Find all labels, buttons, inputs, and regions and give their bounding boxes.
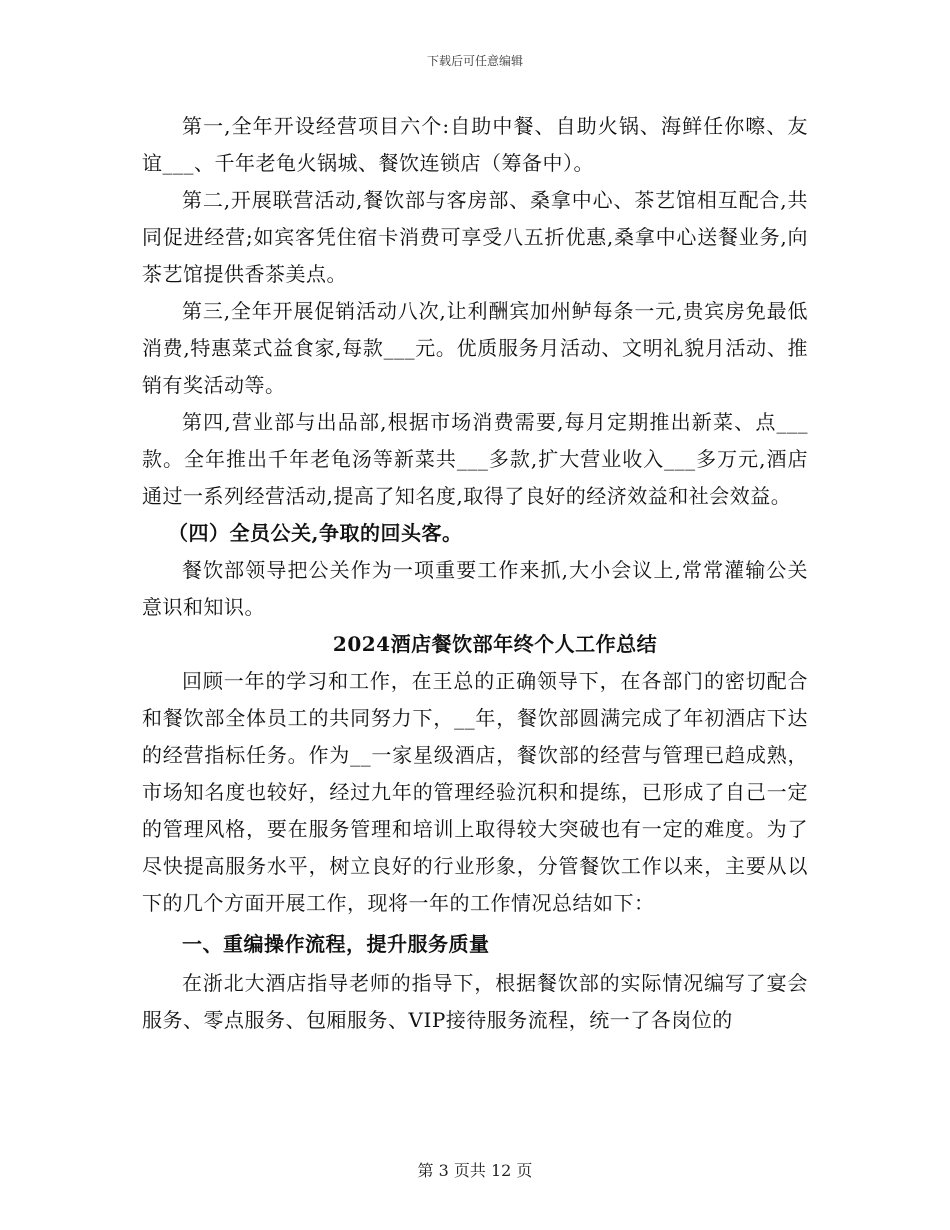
paragraph-5: 餐饮部领导把公关作为一项重要工作来抓,大小会议上,常常灌输公关意识和知识。 (142, 558, 808, 619)
paragraph-2: 第二,开展联营活动,餐饮部与客房部、桑拿中心、茶艺馆相互配合,共同促进经营;如宾客凭住宿卡消费可享受八五折优惠,桑拿中心送餐业务,向茶艺馆提供香茶美点。 (142, 188, 808, 286)
section-heading-4: （四）全员公关,争取的回头客。 (168, 521, 463, 545)
document-title: 2024酒店餐饮部年终个人工作总结 (332, 632, 658, 656)
paragraph-4: 第四,营业部与出品部,根据市场消费需要,每月定期推出新菜、点___款。全年推出千年老龟汤等新菜共___多款,扩大营业收入___多万元,酒店通过一系列经营活动,提高了知名度,取得了良好的经济效益和社会效益。 (142, 410, 808, 508)
paragraph-1: 第一,全年开设经营项目六个:自助中餐、自助火锅、海鲜任你嚓、友谊___、千年老龟火锅城、餐饮连锁店（筹备中）。 (142, 114, 808, 175)
paragraph-7: 在浙北大酒店指导老师的指导下，根据餐饮部的实际情况编写了宴会服务、零点服务、包厢服务、VIP接待服务流程，统一了各岗位的 (142, 971, 808, 1032)
page-number-footer: 第 3 页共 12 页 (417, 1161, 533, 1180)
paragraph-3: 第三,全年开展促销活动八次,让利酬宾加州鲈每条一元,贵宾房免最低消费,特惠菜式益食家,每款___元。优质服务月活动、文明礼貌月活动、推销有奖活动等。 (142, 299, 808, 397)
section-heading-part-1: 一、重编操作流程，提升服务质量 (182, 932, 490, 956)
document-body (142, 108, 808, 1039)
page-header-note: 下载后可任意编辑 (426, 54, 523, 68)
paragraph-6: 回顾一年的学习和工作，在王总的正确领导下，在各部门的密切配合和餐饮部全体员工的共同努力下，__年，餐饮部圆满完成了年初酒店下达的经营指标任务。作为__一家星级酒店，餐饮部的经营与管理已趋成熟，市场知名度也较好，经过九年的管理经验沉积和提练，已形成了自己一定的管理风格，要在服务管理和培训上取得较大突破也有一定的难度。为了尽快提高服务水平，树立良好的行业形象，分管餐饮工作以来，主要从以下的几个方面开展工作，现将一年的工作情况总结如下： (142, 669, 808, 915)
